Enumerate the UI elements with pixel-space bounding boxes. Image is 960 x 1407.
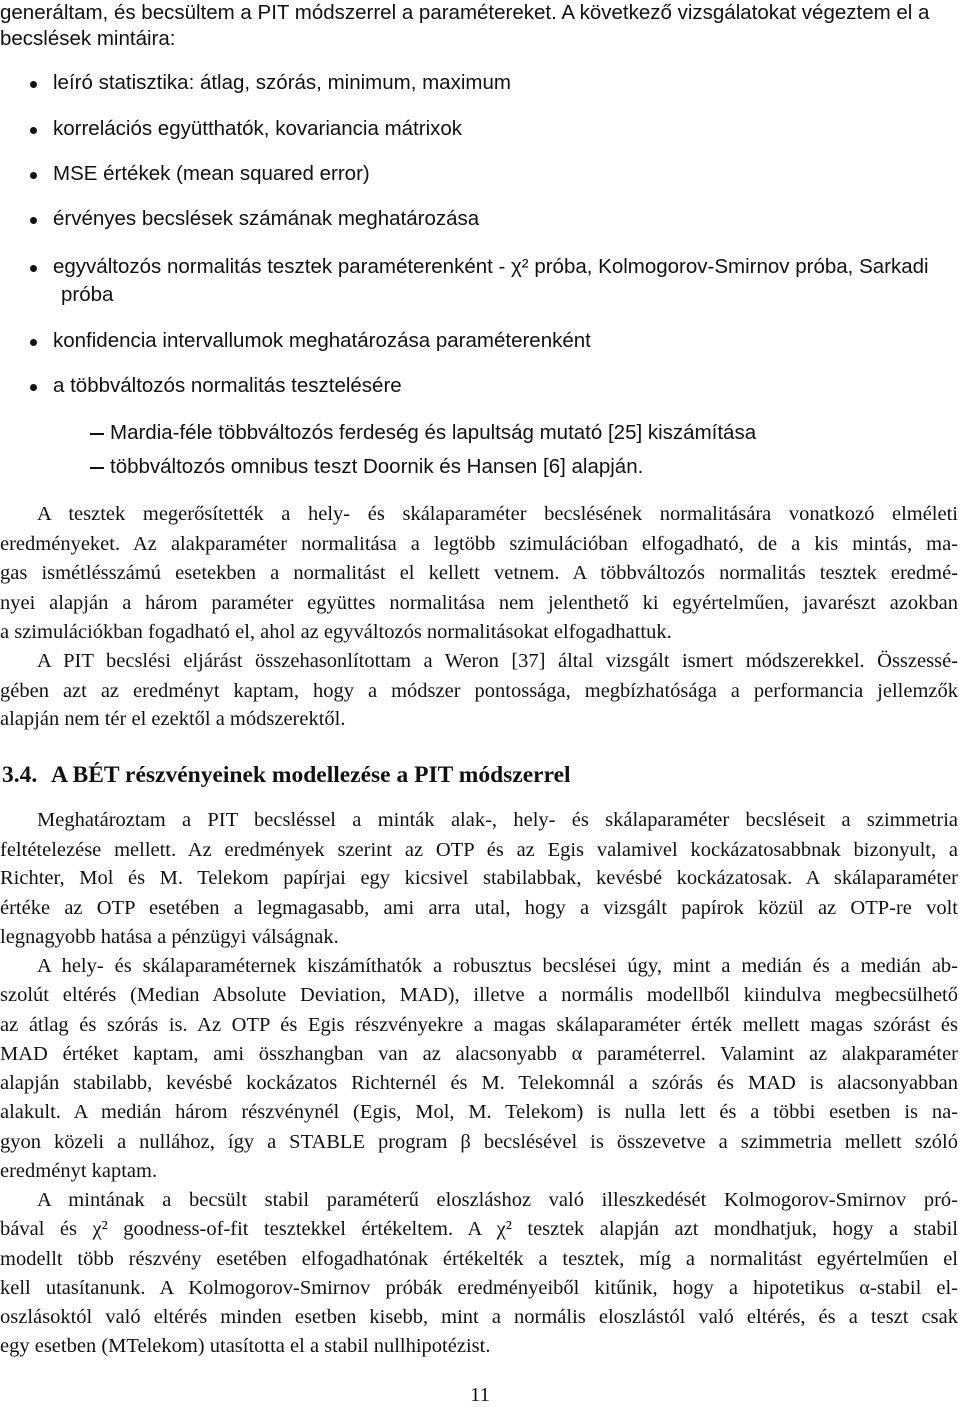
paragraph-line: Richter, Mol és M. Telekom papírjai egy kicsivel stabilabbak, kevésbé kockázatosak. A skálaparaméter — [0, 867, 958, 889]
paragraph-line: alapján nem tér el ezektől a módszerektől. — [0, 708, 346, 730]
paragraph-line: szolút eltérés (Median Absolute Deviation, MAD), illetve a normális modellből kiindulva megbecsülhető — [0, 984, 958, 1006]
sub-list-item — [90, 420, 756, 446]
section-number: 3.4. — [2, 762, 38, 788]
section-title: A BÉT részvényeinek modellezése a PIT módszerrel — [51, 762, 571, 788]
paragraph-line: A PIT becslési eljárást összehasonlítottam a Weron [37] által vizsgált ismert módszerekkel. Összessé- — [37, 650, 958, 672]
list-item-continuation: próba — [61, 283, 114, 306]
list-item — [29, 70, 511, 96]
paragraph-line: gében azt az eredményt kaptam, hogy a módszer pontossága, megbízhatósága a performancia jellemzők — [0, 680, 958, 702]
paragraph-line: nyei alapján a három paraméter együttes normalitása nem jelenthető ki egyértelműen, javarészt azokban — [0, 592, 958, 614]
list-item-text: a többváltozós normalitás tesztelésére — [53, 374, 402, 397]
list-item-text: MSE értékek (mean squared error) — [53, 162, 370, 185]
list-item — [29, 161, 370, 187]
list-item-text: leíró statisztika: átlag, szórás, minimum, maximum — [53, 71, 511, 94]
list-item — [29, 206, 479, 232]
dash-icon — [90, 454, 110, 480]
list-item-text: egyváltozós normalitás tesztek paraméterenként - χ² próba, Kolmogorov-Smirnov próba, Sarkadi — [53, 255, 929, 278]
list-item — [29, 254, 929, 280]
paragraph-line: eredményt kaptam. — [0, 1160, 158, 1182]
paragraph-line: A hely- és skálaparaméternek kiszámíthatók a robusztus becslései úgy, mint a medián és a medián ab- — [37, 955, 958, 977]
sub-list-item-text: többváltozós omnibus teszt Doornik és Hansen [6] alapján. — [110, 455, 644, 478]
paragraph-line: legnagyobb hatása a pénzügyi válságnak. — [0, 926, 339, 948]
intro-line-1: generáltam, és becsültem a PIT módszerrel a paramétereket. A következő vizsgálatokat végeztem el a — [0, 1, 930, 24]
paragraph-line: MAD értéket kaptam, ami összhangban van az alacsonyabb α paraméterrel. Valamint az alakparaméter — [0, 1043, 958, 1065]
list-item-text: korrelációs együtthatók, kovariancia mátrixok — [53, 117, 463, 140]
list-item — [29, 328, 591, 354]
section-heading — [2, 760, 571, 790]
list-item — [29, 373, 402, 399]
paragraph-line: a szimulációkban fogadható el, ahol az egyváltozós normalitásokat elfogadhattuk. — [0, 621, 672, 643]
paragraph-line: értéke az OTP esetében a legmagasabb, ami arra utal, hogy a vizsgált papírok közül az OTP-re volt — [0, 897, 958, 919]
paragraph-line: oszlásoktól való eltérés minden esetben kisebb, mint a normális eloszlástól való eltérés, és a teszt csak — [0, 1306, 958, 1328]
paragraph-line: alakult. A medián három részvénynél (Egis, Mol, M. Telekom) is nulla lett és a többi esetben is na- — [0, 1101, 958, 1123]
sub-list-item-text: Mardia-féle többváltozós ferdeség és lapultság mutató [25] kiszámítása — [110, 421, 757, 444]
list-item-text: konfidencia intervallumok meghatározása paraméterenként — [53, 329, 591, 352]
intro-line-2: becslések mintáira: — [0, 27, 176, 50]
list-item — [29, 116, 462, 142]
paragraph-line: gas ismétlésszámú esetekben a normalitást el kellett vetnem. A többváltozós normalitás tesztek eredmé- — [0, 562, 958, 584]
paragraph-line: gyon közeli a nullához, így a STABLE program β becslésével is összevetve a szimmetria mellett szóló — [0, 1131, 958, 1153]
paragraph-line: A mintának a becsült stabil paraméterű eloszláshoz való illeszkedését Kolmogorov-Smirnov pró- — [37, 1189, 958, 1211]
paragraph-line: egy esetben (MTelekom) utasította el a stabil nullhipotézist. — [0, 1335, 491, 1357]
paragraph-line: bával és χ² goodness-of-fit tesztekkel értékeltem. A χ² tesztek alapján azt mondhatjuk, hogy a stabil — [0, 1218, 958, 1240]
paragraph-line: eredményeket. Az alakparaméter normalitása a legtöbb szimulációban elfogadható, de a kis mintás, ma- — [0, 533, 958, 555]
paragraph-line: modellt több részvény esetében elfogadhatónak értékelték a tesztek, míg a normalitást egyértelműen el — [0, 1248, 958, 1270]
paragraph-line: A tesztek megerősítették a hely- és skálaparaméter becslésének normalitására vonatkozó elméleti — [37, 503, 958, 525]
paragraph-line: alapján stabilabb, kevésbé kockázatos Richternél és M. Telekomnál a szórás és MAD is alacsonyabban — [0, 1072, 958, 1094]
paragraph-line: kell utasítanunk. A Kolmogorov-Smirnov próbák eredményeiből kitűnik, hogy a hipotetikus α-stabil el- — [0, 1277, 958, 1299]
paragraph-line: az átlag és szórás is. Az OTP és Egis részvényekre a magas skálaparaméter érték mellett magas szórást és — [0, 1014, 958, 1036]
sub-list-item — [90, 454, 643, 480]
list-item-text: érvényes becslések számának meghatározása — [53, 207, 480, 230]
dash-icon — [90, 420, 110, 446]
page-number: 11 — [470, 1384, 490, 1406]
paragraph-line: Meghatároztam a PIT becsléssel a minták alak-, hely- és skálaparaméter becsléseit a szimmetria — [37, 809, 958, 831]
paragraph-line: feltételezése mellett. Az eredmények szerint az OTP és az Egis valamivel kockázatosabbnak bizonyult, a — [0, 839, 958, 861]
